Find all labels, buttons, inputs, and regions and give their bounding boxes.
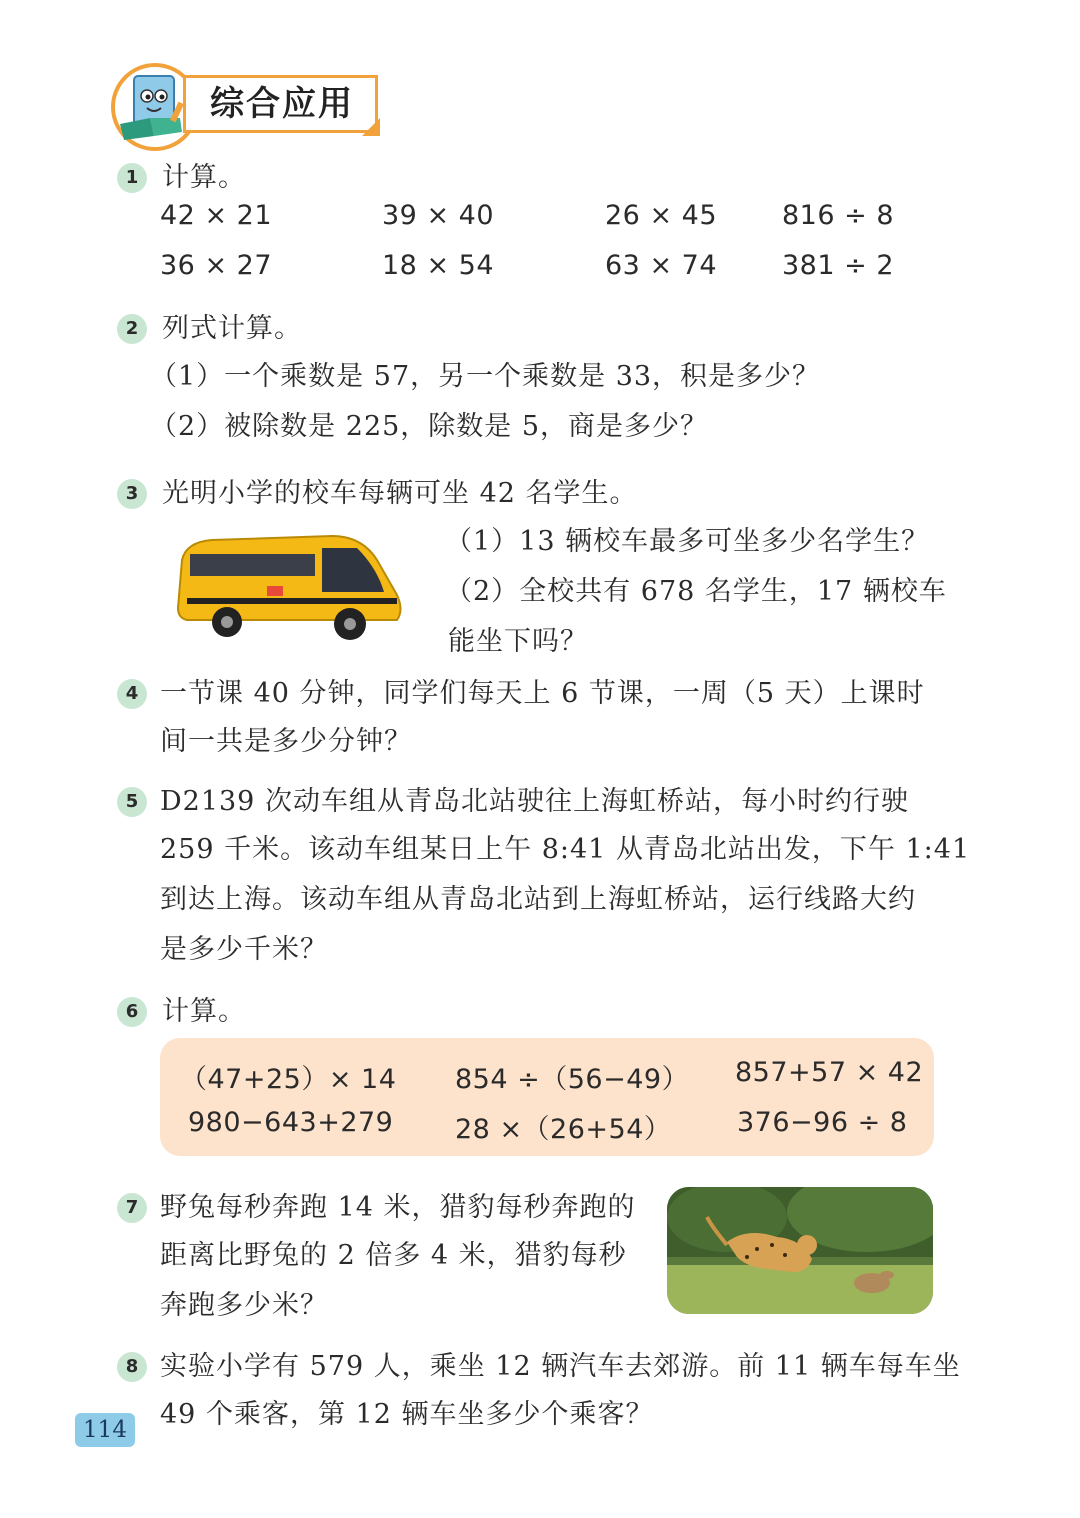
problem-prompt: 光明小学的校车每辆可坐 42 名学生。: [162, 478, 638, 509]
problem-prompt: 计算。: [162, 996, 246, 1027]
problem-text: 野兔每秒奔跑 14 米，猎豹每秒奔跑的: [160, 1192, 636, 1223]
problem-text: 距离比野兔的 2 倍多 4 米，猎豹每秒: [160, 1240, 627, 1271]
section-title: 综合应用: [210, 84, 354, 124]
problem-number: 8: [117, 1352, 147, 1382]
problem-text: 间一共是多少分钟？: [160, 726, 412, 757]
header-corner: [362, 118, 380, 136]
calc-item: 36 × 27: [160, 250, 273, 281]
calc-item: 63 × 74: [605, 250, 718, 281]
problem-number: 2: [117, 314, 147, 344]
problem-text: 奔跑多少米？: [160, 1290, 328, 1321]
cheetah-rabbit-photo: [667, 1187, 933, 1314]
calc-item: 26 × 45: [605, 200, 718, 231]
calc-item: 376−96 ÷ 8: [737, 1107, 908, 1138]
problem-text: 实验小学有 579 人，乘坐 12 辆汽车去郊游。前 11 辆车每车坐: [160, 1351, 961, 1382]
sub-question-continued: 能坐下吗？: [448, 626, 588, 657]
calc-item: 42 × 21: [160, 200, 273, 231]
calc-item: （47+25）× 14: [180, 1064, 397, 1095]
calc-item: 857+57 × 42: [735, 1057, 924, 1088]
problem-text: 49 个乘客，第 12 辆车坐多少个乘客？: [160, 1399, 654, 1430]
calc-item: 381 ÷ 2: [782, 250, 895, 281]
sub-question: （1）一个乘数是 57，另一个乘数是 33，积是多少？: [150, 361, 821, 392]
problem-number: 4: [117, 679, 147, 709]
school-bus-photo: [172, 520, 412, 650]
sub-question: （2）全校共有 678 名学生，17 辆校车: [445, 576, 947, 607]
problem-text: 259 千米。该动车组某日上午 8:41 从青岛北站出发，下午 1:41: [160, 834, 971, 865]
calc-item: 28 ×（26+54）: [455, 1114, 672, 1145]
page-number: 114: [75, 1413, 135, 1447]
calc-item: 816 ÷ 8: [782, 200, 895, 231]
problem-number: 6: [117, 997, 147, 1027]
calc-item: 980−643+279: [188, 1107, 394, 1138]
problem-number: 7: [117, 1193, 147, 1223]
problem-text: 是多少千米？: [160, 934, 328, 965]
problem-number: 3: [117, 479, 147, 509]
sub-question: （1）13 辆校车最多可坐多少名学生？: [445, 526, 930, 557]
calc-item: 39 × 40: [382, 200, 495, 231]
problem-text: 到达上海。该动车组从青岛北站到上海虹桥站，运行线路大约: [160, 884, 916, 915]
problem-prompt: 计算。: [162, 162, 246, 193]
problem-text: 一节课 40 分钟，同学们每天上 6 节课，一周（5 天）上课时: [160, 678, 925, 709]
problem-text: D2139 次动车组从青岛北站驶往上海虹桥站，每小时约行驶: [160, 786, 909, 817]
calc-item: 854 ÷（56−49）: [455, 1064, 690, 1095]
problem-number: 1: [117, 163, 147, 193]
calc-item: 18 × 54: [382, 250, 495, 281]
problem-number: 5: [117, 787, 147, 817]
sub-question: （2）被除数是 225，除数是 5，商是多少？: [150, 411, 709, 442]
problem-prompt: 列式计算。: [162, 313, 302, 344]
